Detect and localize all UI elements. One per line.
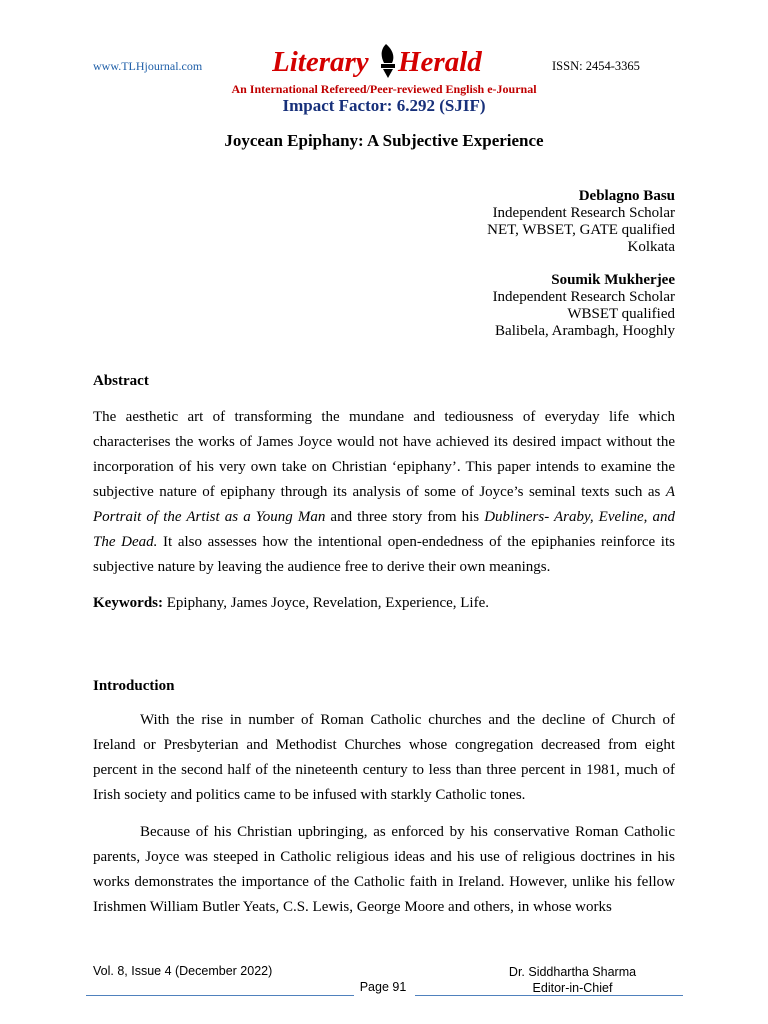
- impact-factor: Impact Factor: 6.292 (SJIF): [282, 96, 486, 115]
- author-name: Soumik Mukherjee: [551, 272, 675, 288]
- abstract-italic-title: A Portrait of the Artist as a Young Man: [93, 484, 675, 525]
- author-block-1: [487, 188, 675, 256]
- author-location: Kolkata: [627, 239, 675, 255]
- author-qualification: NET, WBSET, GATE qualified: [487, 222, 675, 238]
- introduction-heading: Introduction: [93, 678, 175, 694]
- body-paragraph: Because of his Christian upbringing, as enforced by his conservative Roman Catholic parents, Joyce was steeped in Catholic religious ideas and his use of religious doctrines in his works demonstrates the importance of the Catholic faith in Ireland. However, unlike his fellow Irishmen William Butler Yeats, C.S. Lewis, George Moore and others, in whose works: [93, 824, 675, 915]
- editor-name: Dr. Siddhartha Sharma: [508, 965, 637, 979]
- abstract-text-part: The aesthetic art of transforming the mundane and tediousness of everyday life which characterises the works of James Joyce would not have achieved its desired impact without the incorporation of his very own take on Christian ‘epiphany’. This paper intends to examine the subjective nature of epiphany through its analysis of some of Joyce’s seminal texts such as: [93, 409, 675, 500]
- author-name: Deblagno Basu: [578, 188, 675, 204]
- keywords-line: [93, 595, 489, 612]
- journal-tagline: An International Refereed/Peer-reviewed English e-Journal: [231, 82, 537, 96]
- journal-logo: [272, 41, 490, 81]
- keywords-list: Epiphany, James Joyce, Revelation, Experience, Life.: [166, 595, 489, 611]
- page-number: Page 91: [359, 980, 407, 994]
- author-qualification: WBSET qualified: [567, 306, 675, 322]
- abstract-heading: Abstract: [93, 373, 149, 389]
- footer-divider-right: [415, 995, 683, 996]
- abstract-text-part: It also assesses how the intentional open-endedness of the epiphanies reinforce its subjective nature by leaving the audience free to derive their own meanings.: [93, 534, 675, 575]
- paper-title: Joycean Epiphany: A Subjective Experience: [224, 131, 544, 150]
- keywords-label: Keywords:: [93, 595, 163, 611]
- editor-title: Editor-in-Chief: [532, 981, 613, 995]
- abstract-italic-title: Dubliners- Araby, Eveline, and The Dead.: [93, 509, 675, 550]
- footer-editor: [480, 964, 665, 996]
- abstract-text: [93, 405, 675, 580]
- quill-nib-icon: [381, 44, 395, 78]
- author-role: Independent Research Scholar: [492, 289, 675, 305]
- footer-volume-issue: Vol. 8, Issue 4 (December 2022): [93, 964, 273, 978]
- footer-divider-left: [86, 995, 354, 996]
- abstract-text-part: and three story from his: [325, 509, 485, 525]
- author-role: Independent Research Scholar: [492, 205, 675, 221]
- journal-website-url[interactable]: www.TLHjournal.com: [93, 59, 203, 73]
- svg-text:Herald: Herald: [398, 46, 482, 78]
- body-paragraph: With the rise in number of Roman Catholic churches and the decline of Church of Ireland or Presbyterian and Methodist Churches whose congregation decreased from eight percent in the second half of the nineteenth century to less than three percent in 1981, much of Irish society and politics came to be infused with starkly Catholic tones.: [93, 712, 675, 803]
- svg-text:Literary: Literary: [272, 46, 369, 78]
- issn-number: ISSN: 2454-3365: [552, 59, 640, 73]
- author-block-2: [493, 272, 675, 340]
- author-location: Balibela, Arambagh, Hooghly: [495, 323, 675, 339]
